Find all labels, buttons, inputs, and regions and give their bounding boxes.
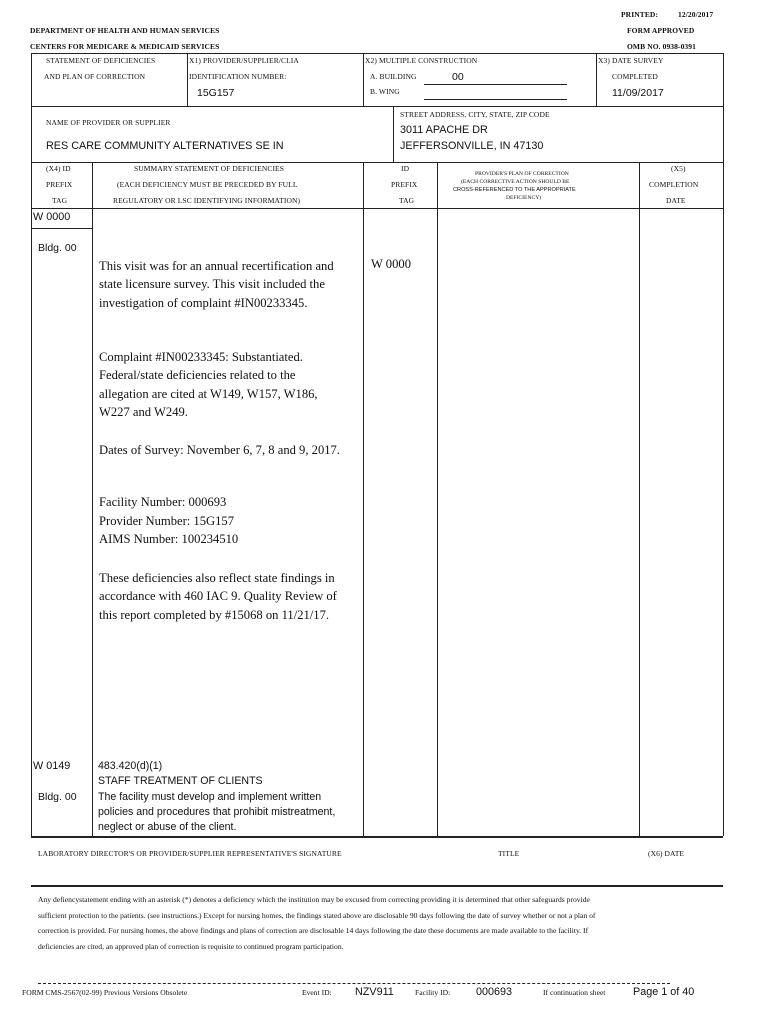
column-divider-plan [639,162,640,836]
building-underline [424,84,567,85]
entry-paragraph-complaint: Complaint #IN00233345: Substantiated. Federal/state deficiencies related to the allegation are cited at W149, W157, W186, W227 and W249. [99,350,318,420]
plan-header-1: PROVIDER'S PLAN OF CORRECTION [475,171,569,177]
wing-underline [424,99,567,100]
form-approved: FORM APPROVED [627,26,695,35]
footer-separator [38,983,670,984]
provider-id-value: 15G157 [197,87,235,99]
x6-date-label: (X6) DATE [648,849,685,858]
centers-title: CENTERS FOR MEDICARE & MEDICAID SERVICES [30,42,220,51]
entry-tag-w0149: W 0149 [33,760,71,772]
building-value: 00 [452,71,464,83]
entry-text-w0149: The facility must develop and implement written policies and procedures that prohibit mistreatment, neglect or abuse of the client. [98,791,336,833]
column-divider-id [437,162,438,836]
provider-name-label: NAME OF PROVIDER OR SUPPLIER [46,118,171,127]
building-label: A. BUILDING [370,72,417,81]
entry-paragraph-dates: Dates of Survey: November 6, 7, 8 and 9, 2017. [99,443,340,457]
entry-building-w0149: Bldg. 00 [38,791,77,803]
grid-right-border [723,53,724,836]
event-id-label: Event ID: [302,988,332,997]
entry-aims-number: AIMS Number: 100234510 [99,532,239,546]
printed-date: 12/20/2017 [678,10,714,19]
plan-header-4: DEFICIENCY) [506,195,542,201]
grid-divider-3 [596,53,597,106]
x5-header-1: (X5) [671,164,686,173]
plan-header-2: (EACH CORRECTIVE ACTION SHOULD BE [461,179,570,185]
provider-name: RES CARE COMMUNITY ALTERNATIVES SE IN [46,140,284,152]
address-line-1: 3011 APACHE DR [400,124,488,136]
tag-separator [31,228,92,229]
entry-building-w0000: Bldg. 00 [38,242,77,254]
title-label: TITLE [498,849,520,858]
provider-id-label-2: IDENTIFICATION NUMBER: [189,72,287,81]
signature-label: LABORATORY DIRECTOR'S OR PROVIDER/SUPPLIER REPRESENTATIVE'S SIGNATURE [38,849,342,858]
disclaimer-text: Any defiencystatement ending with an asterisk (*) denotes a deficiency which the institution may be excused from correcting providing it is determined that other safeguards provide sufficient protection to the patients. (see instructions.) Except for nursing homes, the findings stated above are disclosable 90 days following the date of survey whether or not a plan of correction is provided. For nursing homes, the above findings and plans of correction are disclosable 14 days following the date these documents are made available to the facility. If deficiencies are cited, an approved plan of correction is requisite to continued program participation. [38,895,596,951]
provider-id-label-1: X1) PROVIDER/SUPPLIER/CLIA [189,56,299,65]
survey-label-1: X3) DATE SURVEY [598,56,664,65]
grid-row2-border [31,162,723,163]
id-header-1: ID [401,164,410,173]
x5-header-3: DATE [666,196,686,205]
id-header-2: PREFIX [391,180,418,189]
address-line-2: JEFFERSONVILLE, IN 47130 [400,140,544,152]
grid-left-border [31,53,32,836]
entry-provider-number: Provider Number: 15G157 [99,514,235,528]
x4-header-1: (X4) ID [46,164,71,173]
facility-id-value: 000693 [476,986,513,998]
omb-number: OMB NO. 0938-0391 [627,42,696,51]
grid-divider-1 [187,53,188,106]
entry-paragraph-state-findings: These deficiencies also reflect state findings in accordance with 460 IAC 9. Quality Review of this report completed by #15068 on 11/21/17. [99,571,337,622]
summary-header-3: REGULATORY OR LSC IDENTIFYING INFORMATION) [113,196,301,205]
plan-header-3: CROSS-REFERENCED TO THE APPROPRIATE [453,187,576,193]
wing-label: B. WING [370,87,400,96]
signature-bottom-border [31,885,723,887]
grid-divider-address [393,106,394,162]
grid-header-bottom-border [31,208,723,209]
entry-tag-w0000: W 0000 [33,211,71,223]
entry-paragraph-visit: This visit was for an annual recertification and state licensure survey. This visit included the investigation of complaint #IN00233345. [99,259,334,310]
entry-title-w0149: STAFF TREATMENT OF CLIENTS [98,775,263,787]
form-number: FORM CMS-2567(02-99) Previous Versions Obsolete [22,988,188,997]
entry-facility-number: Facility Number: 000693 [99,495,227,509]
summary-header-1: SUMMARY STATEMENT OF DEFICIENCIES [134,164,285,173]
grid-divider-2 [363,53,364,106]
survey-label-2: COMPLETED [612,72,658,81]
page-number: Page 1 of 40 [633,986,695,998]
address-label: STREET ADDRESS, CITY, STATE, ZIP CODE [400,110,550,119]
entry-regulation-w0149: 483.420(d)(1) [98,760,163,772]
statement-label-2: AND PLAN OF CORRECTION [44,72,146,81]
construction-label: X2) MULTIPLE CONSTRUCTION [365,56,478,65]
event-id-value: NZV911 [355,986,394,998]
entry-id-tag-w0000: W 0000 [371,257,411,271]
statement-label-1: STATEMENT OF DEFICIENCIES [46,56,156,65]
summary-header-2: (EACH DEFICIENCY MUST BE PRECEDED BY FULL [117,180,298,189]
continuation-label: If continuation sheet [543,988,606,997]
x5-header-2: COMPLETION [649,180,699,189]
id-header-3: TAG [399,196,415,205]
x4-header-3: TAG [52,196,68,205]
x4-header-2: PREFIX [46,180,73,189]
column-divider-prefix [92,162,93,836]
printed-label: PRINTED: [621,10,659,19]
facility-id-label: Facility ID: [415,988,451,997]
grid-top-border [31,53,723,54]
department-title: DEPARTMENT OF HEALTH AND HUMAN SERVICES [30,26,220,35]
survey-date: 11/09/2017 [612,87,664,99]
column-divider-summary [363,162,364,836]
grid-bottom-border [31,836,723,838]
grid-row1-border [31,106,723,107]
